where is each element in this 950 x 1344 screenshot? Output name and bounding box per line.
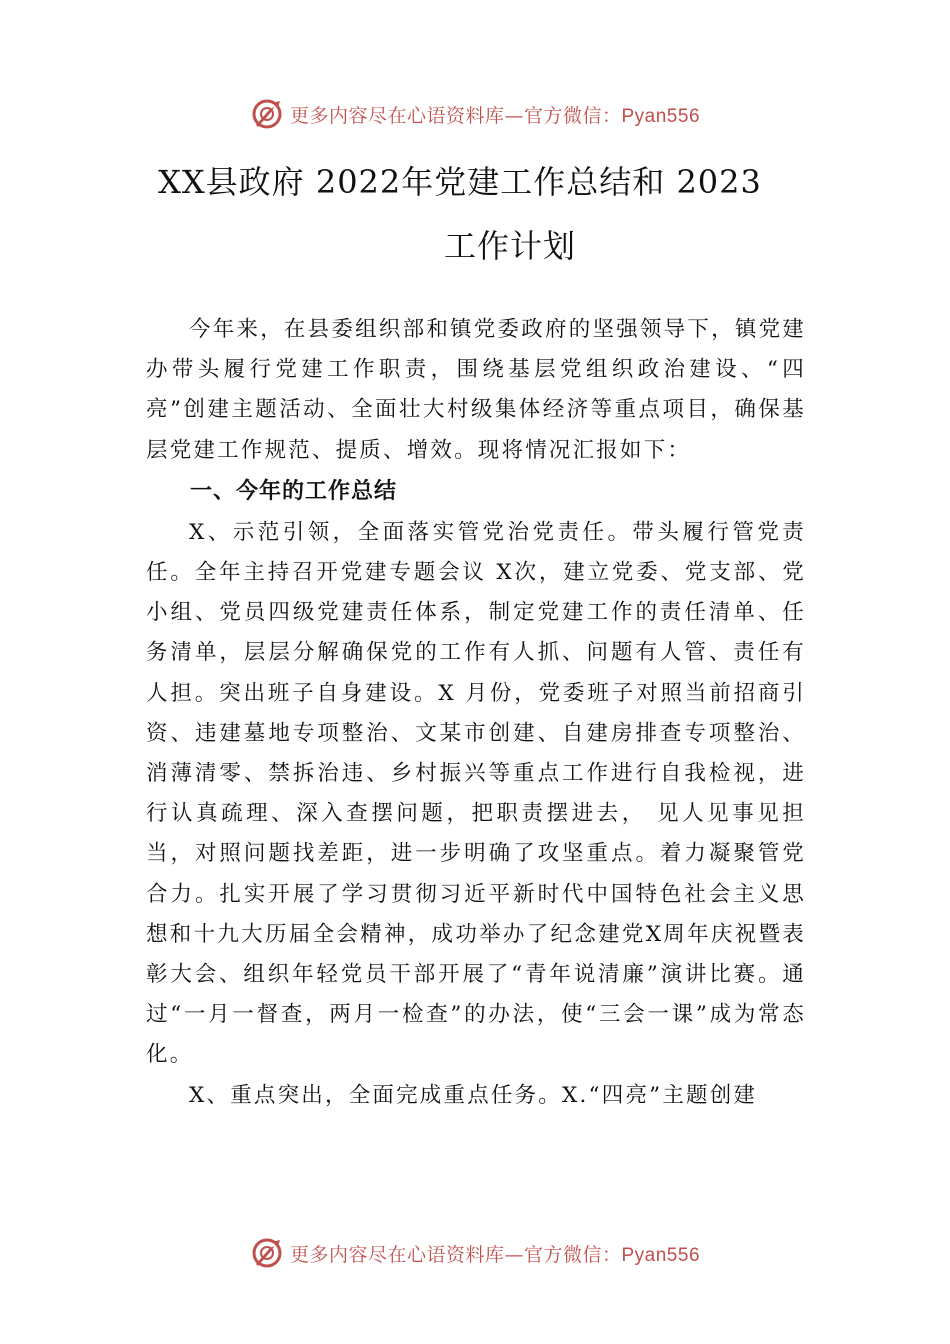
header-watermark: [0, 97, 950, 131]
document-title: [0, 150, 950, 278]
title-line-1: XX县政府 2022年党建工作总结和 2023: [158, 163, 762, 201]
watermark-text: 更多内容尽在心语资料库—官方微信：Pyan556: [289, 1243, 701, 1266]
paragraph-1: X、示范引领，全面落实管党治党责任。带头履行管党责任。全年主持召开党建专题会议 X次，建立党委、党支部、党小组、党员四级党建责任体系，制定党建工作的责任清单、任务清单，层层分解确保党的工作有人抓、问题有人管、责任有人担。突出班子自身建设。X 月份，党委班子对照当前招商引资、违建墓地专项整治、文某市创建、自建房排查专项整治、消薄清零、禁拆治违、乡村振兴等重点工作进行自我检视，进行认真疏理、深入查摆问题，把职责摆进去， 见人见事见担当，对照问题找差距，进一步明确了攻坚重点。着力凝聚管党合力。扎实开展了学习贯彻习近平新时代中国特色社会主义思想和十九大历届全会精神，成功举办了纪念建党X周年庆祝暨表彰大会、组织年轻党员干部开展了“青年说清廉”演讲比赛。通过“一月一督查，两月一检查”的办法，使“三会一课”成为常态化。: [146, 519, 806, 1068]
footer-watermark: [0, 1236, 950, 1270]
intro-paragraph: 今年来，在县委组织部和镇党委政府的坚强领导下，镇党建办带头履行党建工作职责，围绕基层党组织政治建设、“四亮”创建主题活动、全面壮大村级集体经济等重点项目，确保基层党建工作规范、提质、增效。现将情况汇报如下：: [146, 317, 806, 463]
red-seal-logo-icon: [250, 97, 284, 131]
watermark-wechat-id: Pyan556: [621, 1244, 701, 1266]
paragraph-2: X、重点突出，全面完成重点任务。X.“四亮”主题创建: [189, 1082, 758, 1108]
watermark-text: 更多内容尽在心语资料库—官方微信：Pyan556: [289, 104, 701, 127]
title-line-2: 工作计划: [443, 227, 576, 265]
red-seal-logo-icon: [250, 1236, 284, 1270]
watermark-wechat-id: Pyan556: [621, 105, 701, 127]
section-heading-1: 一、今年的工作总结: [190, 478, 398, 504]
document-body: [146, 310, 806, 1116]
